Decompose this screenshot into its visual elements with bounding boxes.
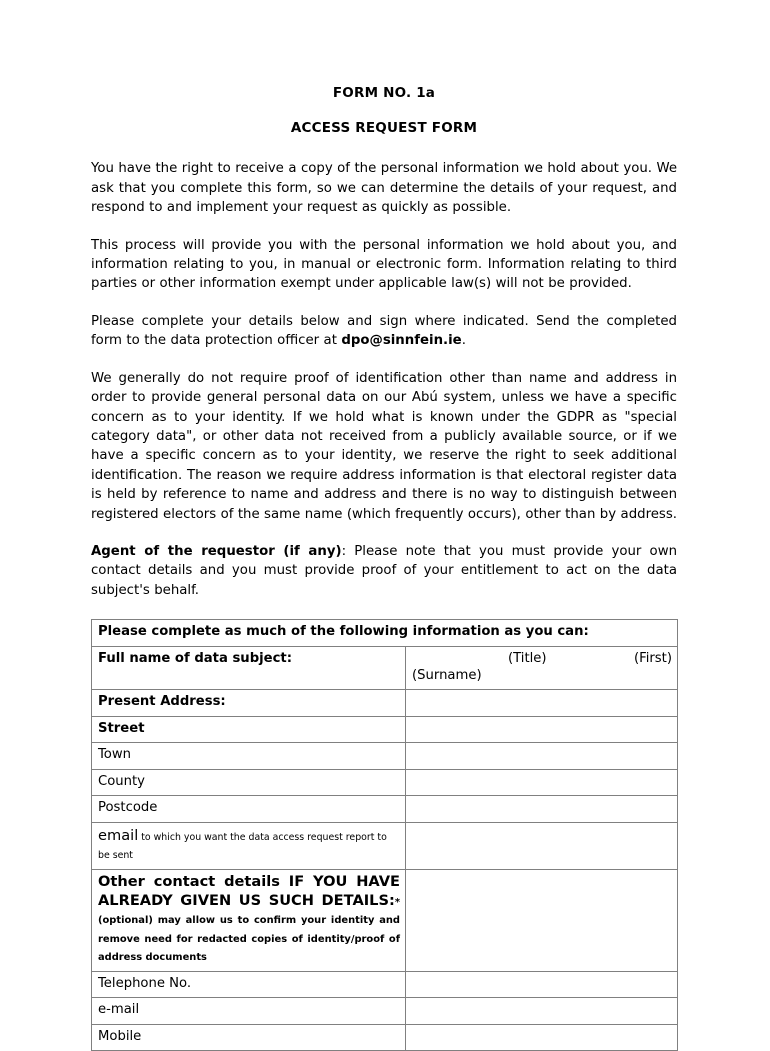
table-row [92,646,678,689]
table-row [92,743,678,769]
intro-paragraph: You have the right to receive a copy of the personal information we hold about you. We ask that you complete this form, so we can determine the details of your request, and respond to and implement your request as quickly as possible. [91,161,677,216]
telephone-input-cell[interactable] [406,971,678,997]
page-title: ACCESS REQUEST FORM [290,120,478,137]
other-contact-details-input-cell[interactable] [406,869,678,971]
email-label-main: email [98,826,139,844]
table-row [92,971,678,997]
table-header-cell: Please complete as much of the following information as you can: [92,620,678,646]
dpo-email: dpo@sinnfein.ie [341,333,462,349]
row-label-town: Town [92,743,406,769]
full-name-input-cell[interactable] [406,646,678,689]
table-row [92,822,678,869]
agent-text: : Please note that you must provide your own contact details and you must provide proof of your entitlement to act on the data subject's behalf. [91,543,677,598]
postcode-input-cell[interactable] [406,796,678,822]
row-label-present-address: Present Address: [92,690,406,716]
table-row [92,869,678,971]
mobile-input-cell[interactable] [406,1024,678,1050]
table-row [92,716,678,742]
row-label-e-mail: e-mail [92,998,406,1024]
submission-paragraph [91,312,677,351]
row-label-mobile: Mobile [92,1024,406,1050]
submission-text-after: . [461,333,466,349]
row-label-county: County [92,769,406,795]
submission-text-before: Please complete your details below and sign where indicated. Send the completed form to the data protection officer at [91,313,677,349]
other-contact-label-main: Other contact details IF YOU HAVE ALREADY GIVEN US SUCH DETAILS: [98,872,400,909]
table-row [92,998,678,1024]
form-number-heading: FORM NO. 1a [332,85,436,101]
name-title-hint: (Title) [508,650,547,666]
name-surname-hint: (Surname) [412,667,482,683]
row-label-telephone: Telephone No. [92,971,406,997]
e-mail-input-cell[interactable] [406,998,678,1024]
details-table [91,619,678,1051]
identification-paragraph: We generally do not require proof of identification other than name and address in order to provide general personal data on our Abú system, unless we have a specific concern as to your identity. If we hold what is known under the GDPR as "special category data", or other data not received from a publicly available source, or if we have a specific concern as to your identity, we reserve the right to seek additional identification. The reason we require address information is that electoral register data is held by reference to name and address and there is no way to distinguish between registered electors of the same name (which frequently occurs), other than by address. [91,370,678,522]
county-input-cell[interactable] [406,769,678,795]
table-row [92,796,678,822]
table-row [92,690,678,716]
street-input-cell[interactable] [406,716,678,742]
row-label-other-contact-details [92,869,406,971]
table-header-row [92,620,678,646]
name-hints-line [412,650,672,667]
row-label-email-for-report [92,822,406,869]
row-label-postcode: Postcode [92,796,406,822]
agent-label: Agent of the requestor (if any) [91,543,342,559]
process-paragraph: This process will provide you with the personal information we hold about you, and information relating to you, in manual or electronic form. Information relating to third parties or other information exempt under applicable law(s) will not be provided. [91,237,677,292]
details-table-body [92,620,678,1051]
row-label-full-name: Full name of data subject: [92,646,406,689]
town-input-cell[interactable] [406,743,678,769]
document-content [91,84,677,1051]
row-label-street: Street [92,716,406,742]
other-contact-label-note: *(optional) may allow us to confirm your identity and remove need for redacted copies of identity/proof of address documents [98,897,400,964]
present-address-input-cell[interactable] [406,690,678,716]
name-first-hint: (First) [633,650,672,666]
email-label-note: to which you want the data access request report to be sent [98,831,387,862]
email-for-report-input-cell[interactable] [406,822,678,869]
agent-paragraph [91,542,677,600]
table-row [92,769,678,795]
table-row [92,1024,678,1050]
